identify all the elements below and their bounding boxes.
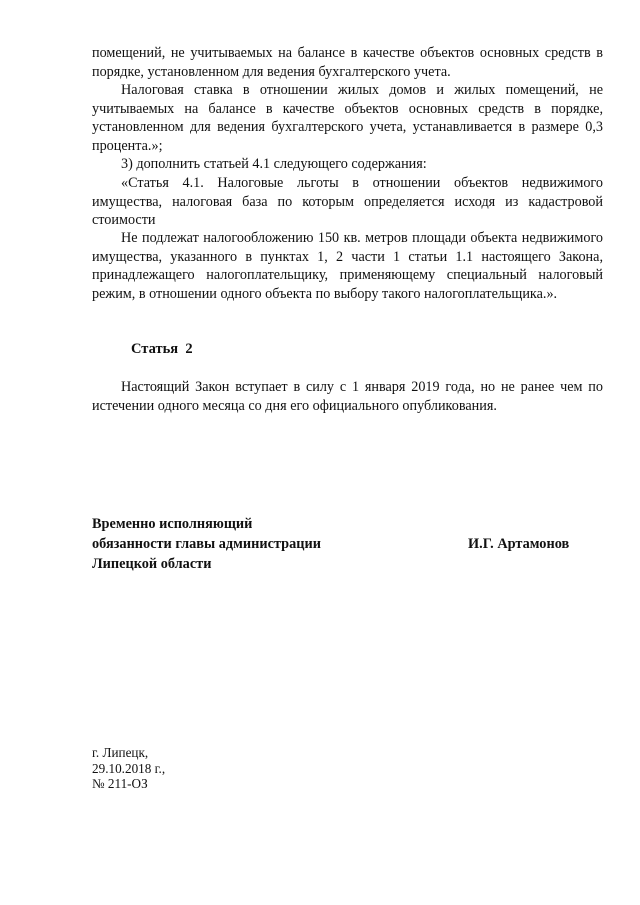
article-heading: Статья 2 [131, 341, 193, 357]
paragraph-tax-rate: Налоговая ставка в отношении жилых домов и жилых помещений, не учитываемых на балансе в качестве объектов основных средств в порядке, установленном для ведения бухгалтерского учета, устанавливается в размере 0,3 процента.»; [92, 82, 603, 154]
signature-line-2: обязанности главы администрации [92, 536, 321, 552]
document-footer [92, 745, 165, 792]
footer-number: № 211-ОЗ [92, 776, 148, 791]
paragraph-continuation: помещений, не учитываемых на балансе в качестве объектов основных средств в порядке, установленном для ведения бухгалтерского учета. [92, 45, 603, 80]
signature-position [92, 514, 321, 574]
footer-date: 29.10.2018 г., [92, 760, 166, 776]
signatory-name: И.Г. Артамонов [468, 536, 570, 552]
signature-line-3: Липецкой области [92, 556, 212, 572]
footer-city: г. Липецк, [92, 745, 149, 760]
signature-line-1: Временно исполняющий [92, 516, 253, 532]
paragraph-article-4-1-title: «Статья 4.1. Налоговые льготы в отношении объектов недвижимого имущества, налоговая база по которым определяется исходя из кадастровой стоимости [92, 175, 603, 228]
paragraph-effective-date: Настоящий Закон вступает в силу с 1 января 2019 года, но не ранее чем по истечении одного месяца со дня его официального опубликования. [92, 379, 603, 414]
paragraph-amendment-item: 3) дополнить статьей 4.1 следующего содержания: [121, 156, 427, 172]
paragraph-exemption: Не подлежат налогообложению 150 кв. метров площади объекта недвижимого имущества, указанного в пунктах 1, 2 части 1 статьи 1.1 настоящего Закона, принадлежащего налогоплательщику, применяющему специальный налоговый режим, в отношении одного объекта по выбору такого налогоплательщика.». [92, 230, 603, 302]
